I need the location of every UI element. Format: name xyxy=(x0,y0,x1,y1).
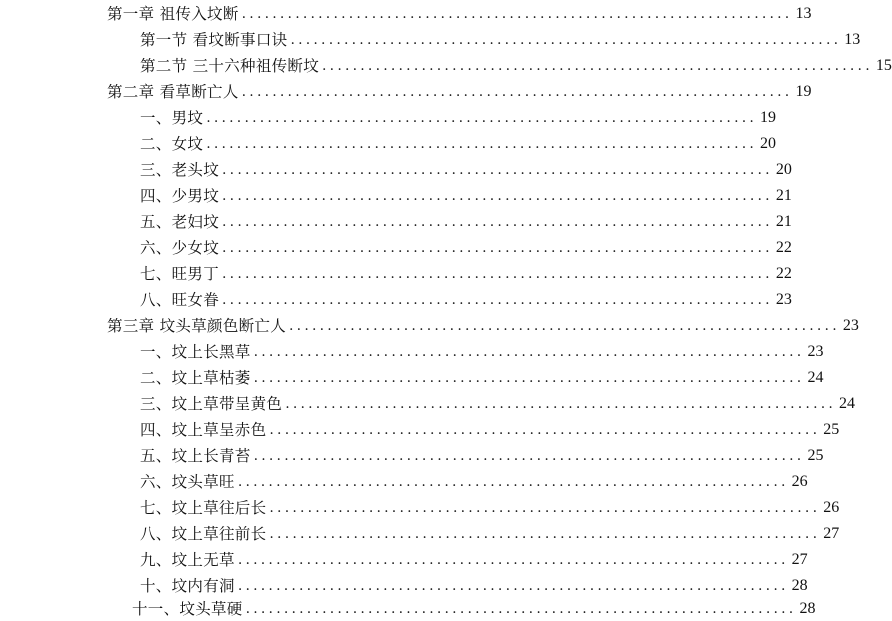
toc-page-number: 24 xyxy=(807,369,824,386)
toc-leader-dots: ........................................................................ xyxy=(245,601,797,617)
toc-page-number: 23 xyxy=(807,343,824,360)
toc-page-number: 26 xyxy=(791,473,808,490)
toc-leader-dots: ........................................................................ xyxy=(253,370,805,386)
toc-page-number: 27 xyxy=(791,551,808,568)
toc-page-number: 27 xyxy=(823,525,840,542)
toc-page-number: 20 xyxy=(775,161,792,178)
toc-row xyxy=(140,55,892,77)
toc-title: 八、坟上草往前长 xyxy=(140,525,267,543)
toc-title: 五、老妇坟 xyxy=(140,213,220,231)
toc-row xyxy=(140,133,777,155)
toc-title: 一、坟上长黑草 xyxy=(140,343,251,361)
toc-title: 二、坟上草枯萎 xyxy=(140,369,251,387)
toc-title: 七、旺男丁 xyxy=(140,265,220,283)
toc-title: 第一章 祖传入坟断 xyxy=(107,5,239,23)
toc-leader-dots: ........................................................................ xyxy=(269,422,821,438)
toc-leader-dots: ........................................................................ xyxy=(269,526,821,542)
toc-page-number: 19 xyxy=(795,83,812,100)
toc-title: 五、坟上长青苔 xyxy=(140,447,251,465)
toc-page-number: 13 xyxy=(844,31,861,48)
toc-page-number: 28 xyxy=(791,577,808,594)
toc-row xyxy=(140,523,840,545)
toc-leader-dots: ........................................................................ xyxy=(253,344,805,360)
toc-title: 第二章 看草断亡人 xyxy=(107,83,239,101)
toc-leader-dots: ........................................................................ xyxy=(289,318,840,334)
toc-row xyxy=(107,81,812,103)
toc-row xyxy=(140,107,777,129)
toc-title: 四、少男坟 xyxy=(140,187,220,205)
toc-row xyxy=(140,419,840,441)
toc-leader-dots: ........................................................................ xyxy=(222,188,773,204)
toc-page-number: 21 xyxy=(775,187,792,204)
toc-title: 四、坟上草呈赤色 xyxy=(140,421,267,439)
toc-row xyxy=(140,549,808,571)
toc-title: 三、老头坟 xyxy=(140,161,220,179)
toc-leader-dots: ........................................................................ xyxy=(222,266,773,282)
toc-page-number: 23 xyxy=(775,291,792,308)
toc-title: 八、旺女眷 xyxy=(140,291,220,309)
toc-title: 第三章 坟头草颜色断亡人 xyxy=(107,317,287,335)
toc-leader-dots: ........................................................................ xyxy=(222,240,773,256)
toc-leader-dots: ........................................................................ xyxy=(290,32,842,48)
toc-leader-dots: ........................................................................ xyxy=(269,500,821,516)
toc-title: 第二节 三十六种祖传断坟 xyxy=(140,57,320,75)
toc-row xyxy=(140,575,808,597)
toc-row xyxy=(140,367,824,389)
toc-page-number: 25 xyxy=(823,421,840,438)
toc-page-number: 21 xyxy=(775,213,792,230)
toc-leader-dots: ........................................................................ xyxy=(237,474,789,490)
toc-leader-dots: ........................................................................ xyxy=(322,58,873,74)
toc-title: 一、男坟 xyxy=(140,109,204,127)
toc-page-number: 15 xyxy=(875,57,892,74)
toc-page-number: 26 xyxy=(823,499,840,516)
toc-leader-dots: ........................................................................ xyxy=(206,110,758,126)
toc-title: 六、坟头草旺 xyxy=(140,473,235,491)
toc-leader-dots: ........................................................................ xyxy=(241,84,793,100)
toc-row xyxy=(140,445,824,467)
toc-title: 十、坟内有洞 xyxy=(140,577,235,595)
toc-row xyxy=(140,393,856,415)
toc-title: 九、坟上无草 xyxy=(140,551,235,569)
toc-title: 二、女坟 xyxy=(140,135,204,153)
toc-row xyxy=(140,497,840,519)
toc-title: 六、少女坟 xyxy=(140,239,220,257)
toc-page-number: 24 xyxy=(839,395,856,412)
toc-leader-dots: ........................................................................ xyxy=(222,292,773,308)
toc-leader-dots: ........................................................................ xyxy=(241,6,793,22)
toc-title: 七、坟上草往后长 xyxy=(140,499,267,517)
toc-row xyxy=(140,29,861,51)
toc-page-number: 28 xyxy=(799,600,816,617)
toc-row xyxy=(140,341,824,363)
toc-page-number: 22 xyxy=(775,265,792,282)
toc-leader-dots: ........................................................................ xyxy=(253,448,805,464)
toc-page-number: 13 xyxy=(795,5,812,22)
toc-row xyxy=(140,237,792,259)
toc-leader-dots: ........................................................................ xyxy=(237,552,789,568)
toc-row xyxy=(107,3,812,25)
toc-page-number: 19 xyxy=(760,109,777,126)
toc-row xyxy=(140,185,792,207)
toc-row xyxy=(132,598,816,620)
toc-row xyxy=(140,211,792,233)
toc-leader-dots: ........................................................................ xyxy=(222,162,773,178)
toc-title: 第一节 看坟断事口诀 xyxy=(140,31,288,49)
toc-row xyxy=(140,263,792,285)
toc-page-number: 20 xyxy=(760,135,777,152)
toc-title: 十一、坟头草硬 xyxy=(132,600,243,618)
toc-row xyxy=(140,289,792,311)
toc-leader-dots: ........................................................................ xyxy=(206,136,758,152)
toc-row xyxy=(107,315,859,337)
toc-page-number: 22 xyxy=(775,239,792,256)
toc-page-number: 23 xyxy=(842,317,859,334)
toc-row xyxy=(140,159,792,181)
toc-leader-dots: ........................................................................ xyxy=(237,578,789,594)
toc-page-number: 25 xyxy=(807,447,824,464)
toc-leader-dots: ........................................................................ xyxy=(222,214,773,230)
toc-title: 三、坟上草带呈黄色 xyxy=(140,395,283,413)
toc-leader-dots: ........................................................................ xyxy=(285,396,837,412)
toc-row xyxy=(140,471,808,493)
